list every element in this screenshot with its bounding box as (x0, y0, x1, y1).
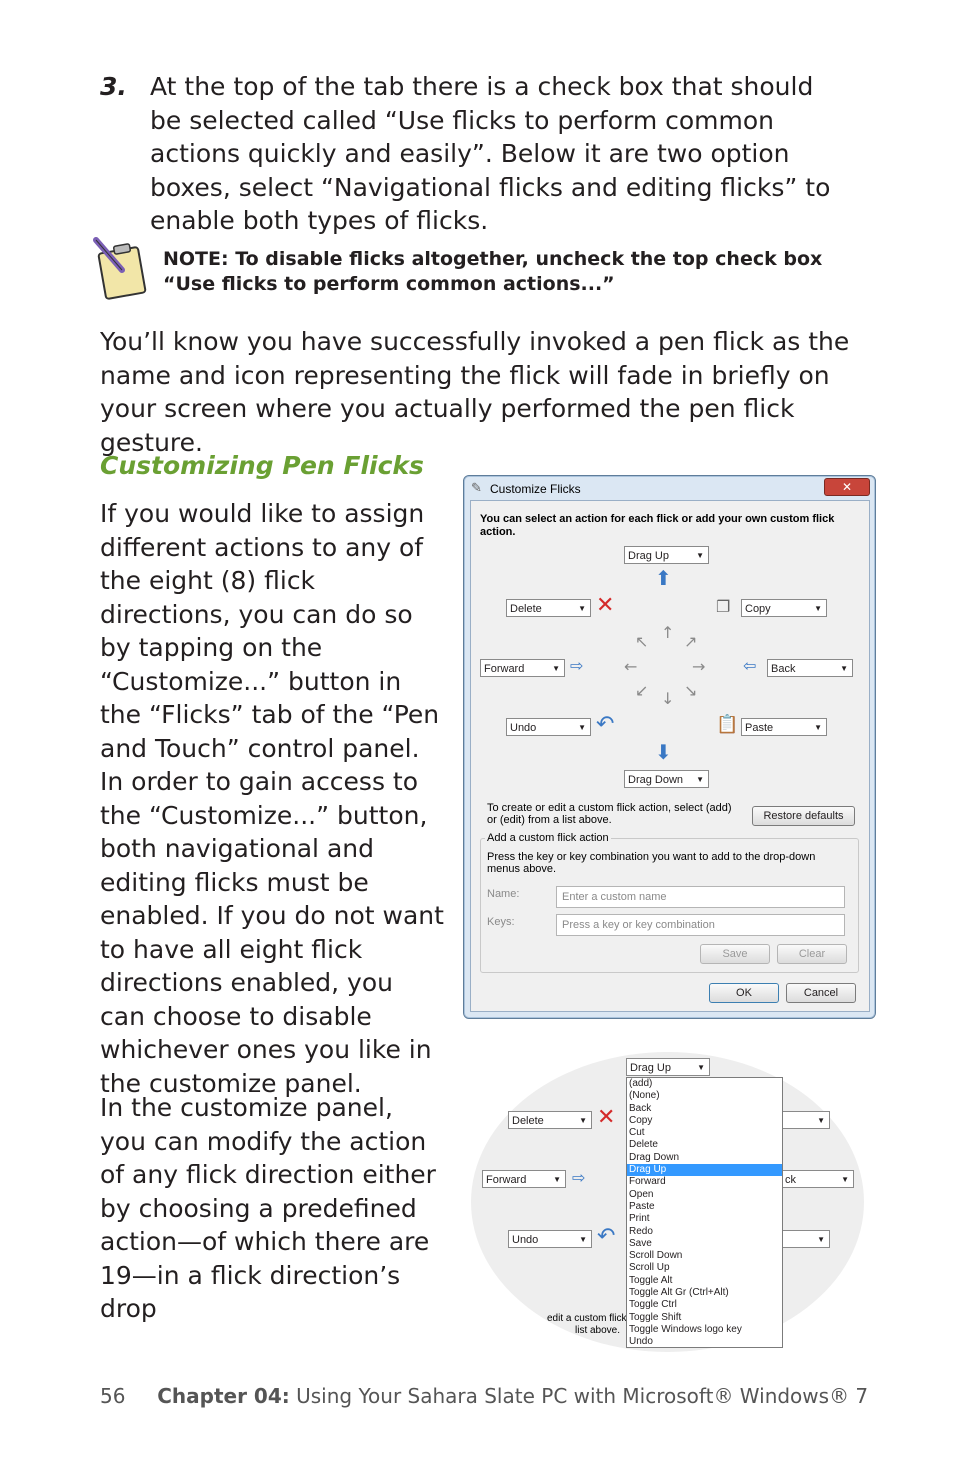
note-text: NOTE: To disable flicks altogether, uncheck the top check box “Use flicks to perform common actions...” (163, 248, 823, 295)
keys-label: Keys: (487, 916, 515, 928)
undo-icon: ↶ (596, 712, 615, 737)
list-item[interactable]: Toggle Ctrl (629, 1299, 677, 1311)
flick-left-combo[interactable] (480, 659, 565, 677)
list-item[interactable]: Toggle Windows logo key (629, 1323, 742, 1335)
combo-value: Undo (512, 1234, 539, 1246)
forward-icon: ⇨ (570, 656, 584, 675)
list-item-selected[interactable]: Drag Up (627, 1164, 782, 1176)
hint-fragment: list above. (575, 1325, 621, 1336)
combo-value: Forward (484, 663, 525, 675)
group-label: Add a custom flick action (487, 832, 609, 844)
list-item[interactable]: Copy (629, 1114, 653, 1126)
chevron-down-icon: ▼ (553, 1175, 561, 1184)
ok-button[interactable]: OK (709, 983, 779, 1003)
page-footer (100, 1384, 868, 1408)
paragraph: In the customize panel, you can modify the action of any flick direction either by choosing a predefined action—of which there are 19—in a flick direction’s drop (100, 1093, 436, 1323)
chevron-down-icon: ▼ (697, 1063, 705, 1072)
list-item[interactable]: Save (629, 1237, 652, 1249)
custom-hint: To create or edit a custom flick action, select (add) or (edit) from a list above. (487, 802, 732, 826)
list-item[interactable]: Paste (629, 1200, 655, 1212)
flick-up-combo[interactable] (624, 546, 709, 564)
list-item[interactable]: Print (629, 1213, 650, 1225)
list-item[interactable]: Scroll Down (629, 1250, 683, 1262)
list-item[interactable]: Back (629, 1102, 652, 1114)
flick-lower-left-combo[interactable] (506, 718, 591, 736)
cancel-button[interactable]: Cancel (786, 983, 856, 1003)
restore-defaults-button[interactable]: Restore defaults (752, 806, 855, 826)
zoom-drag-up-combo[interactable] (626, 1058, 710, 1076)
delete-icon: ✕ (596, 593, 615, 618)
save-button[interactable]: Save (700, 944, 770, 964)
zoom-paste-combo-partial[interactable] (782, 1230, 830, 1248)
list-item[interactable]: Forward (629, 1176, 666, 1188)
chevron-down-icon: ▼ (578, 604, 586, 613)
list-item[interactable]: Delete (629, 1139, 658, 1151)
undo-icon: ↶ (597, 1224, 616, 1249)
chevron-down-icon: ▼ (696, 775, 704, 784)
flick-upper-right-combo[interactable] (741, 599, 827, 617)
paragraph: If you would like to assign different actions to any of the eight (8) flick directions, you can do so by tapping on the “Customize...” button in the “Flicks” tab of the “Pen and Touch” control panel. In order to gain access to the “Customize...” button, both navigational and editing flicks must be enabled. If you do not want to have all eight flick directions enabled, you can choose to disable whichever ones you like in the customize panel. (100, 499, 444, 1098)
chevron-down-icon: ▼ (552, 664, 560, 673)
arrow-left-icon: ← (624, 657, 638, 676)
custom-name-field[interactable]: Enter a custom name (556, 886, 845, 908)
combo-value: Drag Up (628, 550, 669, 562)
combo-value: Drag Up (630, 1062, 671, 1074)
hint-fragment: edit a custom flick (547, 1313, 627, 1324)
combo-value: Back (771, 663, 796, 675)
chevron-down-icon: ▼ (840, 664, 848, 673)
combo-value: Delete (512, 1115, 544, 1127)
list-item[interactable]: Open (629, 1188, 654, 1200)
list-item[interactable]: (None) (629, 1090, 660, 1102)
list-item[interactable]: Toggle Shift (629, 1311, 682, 1323)
paste-icon: 📋 (716, 714, 739, 735)
drag-up-icon: ⬆ (655, 566, 672, 590)
arrow-down-icon: ↓ (661, 689, 675, 708)
chevron-down-icon: ▼ (814, 604, 822, 613)
flick-upper-left-combo[interactable] (506, 599, 591, 617)
arrow-down-right-icon: ↘ (684, 681, 698, 700)
combo-value: Undo (510, 722, 537, 734)
zoom-undo-combo[interactable] (508, 1230, 592, 1248)
arrow-up-left-icon: ↖ (635, 632, 649, 651)
list-item[interactable]: Toggle Alt Gr (Ctrl+Alt) (629, 1287, 729, 1299)
flick-down-combo[interactable] (624, 770, 709, 788)
paragraph: You’ll know you have successfully invoked a pen flick as the name and icon representing the flick will fade in briefly on your screen where you actually performed the pen flick gesture. (100, 327, 850, 457)
zoom-copy-combo-partial[interactable] (782, 1111, 830, 1129)
list-item[interactable]: (add) (629, 1078, 653, 1089)
flick-action-dropdown-list[interactable] (626, 1077, 783, 1348)
close-button[interactable]: ✕ (824, 478, 870, 496)
dialog-instruction: You can select an action for each flick or add your own custom flick action. (480, 513, 835, 538)
pen-icon: ✎ (471, 480, 482, 495)
list-item[interactable]: Scroll Up (629, 1262, 670, 1274)
chapter-title: Using Your Sahara Slate PC with Microsoft® Windows® 7 (296, 1384, 869, 1408)
combo-value: Delete (510, 603, 542, 615)
zoom-back-combo-partial[interactable] (782, 1170, 854, 1188)
combo-value: Drag Down (628, 774, 684, 786)
forward-icon: ⇨ (572, 1168, 586, 1187)
chevron-down-icon: ▼ (578, 723, 586, 732)
chevron-down-icon: ▼ (579, 1116, 587, 1125)
chevron-down-icon: ▼ (696, 551, 704, 560)
section-heading: Customizing Pen Flicks (100, 451, 424, 480)
chevron-down-icon: ▼ (814, 723, 822, 732)
chevron-down-icon: ▼ (817, 1116, 825, 1125)
combo-value: ck (785, 1174, 796, 1186)
arrow-down-left-icon: ↙ (635, 681, 649, 700)
page-number: 56 (100, 1384, 126, 1408)
zoom-forward-combo[interactable] (482, 1170, 566, 1188)
list-item[interactable]: Cut (629, 1127, 645, 1139)
chapter-label: Chapter 04: (157, 1384, 290, 1408)
arrow-up-icon: ↑ (661, 623, 675, 642)
list-item[interactable]: Drag Down (629, 1151, 680, 1163)
chevron-down-icon: ▼ (579, 1235, 587, 1244)
list-item[interactable]: Redo (629, 1225, 653, 1237)
chevron-down-icon: ▼ (817, 1235, 825, 1244)
note-pencil-icon (92, 236, 152, 300)
zoom-delete-combo[interactable] (508, 1111, 592, 1129)
flick-right-combo[interactable] (767, 659, 853, 677)
dialog-title: Customize Flicks (490, 482, 581, 496)
copy-icon: ❐ (716, 597, 731, 616)
arrow-right-icon: → (692, 657, 706, 676)
combo-value: Copy (745, 603, 771, 615)
list-item[interactable]: Toggle Alt (629, 1274, 673, 1286)
combo-value: Forward (486, 1174, 527, 1186)
arrow-up-right-icon: ↗ (684, 632, 698, 651)
combo-value: Paste (745, 722, 774, 734)
step-text: At the top of the tab there is a check box that should be selected called “Use flicks to perform common actions quickly and easily”. Below it are two option boxes, select “Navigational flicks and editing flicks” to enable both types of flicks. (150, 72, 831, 235)
chevron-down-icon: ▼ (841, 1175, 849, 1184)
group-text: Press the key or key combination you want to add to the drop-down menus above. (487, 851, 816, 875)
flick-lower-right-combo[interactable] (741, 718, 827, 736)
step-number: 3. (100, 72, 127, 101)
back-icon: ⇦ (743, 656, 757, 675)
drag-down-icon: ⬇ (655, 740, 672, 764)
custom-keys-field[interactable]: Press a key or key combination (556, 914, 845, 936)
delete-icon: ✕ (597, 1105, 616, 1130)
list-item[interactable]: Undo (629, 1336, 653, 1348)
name-label: Name: (487, 888, 520, 900)
clear-button[interactable]: Clear (777, 944, 847, 964)
